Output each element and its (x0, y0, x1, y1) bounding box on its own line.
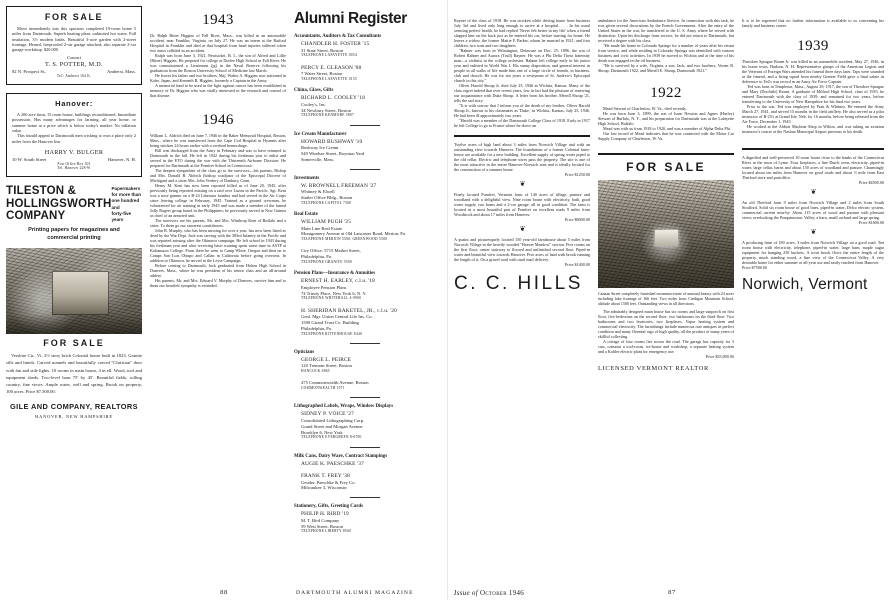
listing-price: Price $7500.00 (742, 265, 768, 270)
obituary-1946-text (150, 133, 286, 288)
tileston-side-1: Papermakers (111, 186, 141, 192)
register-entry-telephone: TELEPHONE WHITEHALL 4-0900 (301, 296, 362, 301)
ad-title: FOR SALE (44, 12, 104, 22)
obit-paragraph: Rayner of the class of 1918. He was stricken while driving home from business July 3rd and lived only long enough to arrive at a hospital. . . . In his usual seeming perfect health, he had replied 'Never felt better in my life' when a friend slapped him on the back just as he entered his car, before starting for home. He leaves a widow, the former Mattie F. Parker, whom he married in 1921, and four children, two sons and two daughters. (454, 18, 590, 48)
register-entry-address: City Office: 5715 Market Street, (301, 248, 361, 254)
ad-address-city: Hanover, N. H. (107, 156, 136, 162)
page-right (448, 0, 896, 600)
ad-address-city: Amherst, Mass. (107, 69, 136, 75)
obit-paragraph: Ralph was born June 3, 1921, Pawtucket, R. I., the son of Alfred and Lillie (Ritter) Higgins. He prepared for college at Durfee High School in Fall River. He was commissioned a Lieutenant (jg) in the Naval Reserve following his graduation from the Boston University School of Medicine last March. (150, 53, 286, 73)
hills-listing-3 (454, 237, 590, 267)
obit-paragraph: John B. Murphy, who has been missing for over a year, has now been listed as dead by the War Dept. Jack was serving with the 383rd Infantry in the Pacific and was reported missing after the Okinawa campaign. He left school in 1943 during his freshman year and after receiving basic training spent some time in ASTP at Kalamazoo College. From there he went to Camp White, Oregon and then on to Camps San Luis Obispo and Callan in California before going overseas. In addition to Okinawa, he served in the Leyte Campaign. (150, 228, 286, 263)
ad-hanover-farm-bulger[interactable] (6, 93, 142, 177)
register-divider (350, 497, 380, 498)
register-entry-address: Brooklyn 6, New York (301, 429, 343, 435)
obit-paragraph: Before coming to Dartmouth, Jack graduated from Holten High School in Danvers, Mass., where he was president of his senior class and an all-around athlete. (150, 263, 286, 278)
register-category: Opticians (294, 349, 315, 355)
column-obituaries-1943-1946 (150, 6, 286, 584)
register-entry-address: Employee Pension Plans (301, 284, 347, 290)
ad-separator-rule (454, 135, 590, 137)
register-entry-name: WILLIAM PUGH '25 (301, 218, 352, 225)
colonial-house-photo (6, 248, 142, 334)
hills-listing-group[interactable] (454, 142, 590, 295)
left-page-columns (6, 6, 442, 584)
register-entry-name: AUGIE K. PAESCHKE '37 (301, 460, 364, 467)
ad-canaan-street-estate[interactable] (598, 160, 734, 359)
register-entry-address: Grand Street and Morgan Avenue (301, 423, 363, 429)
obit-paragraph: "Harold was a member of the Dartmouth College Class of 1918. Early in 1917 he left College to go to France where he drove an (454, 118, 590, 128)
register-entry[interactable] (294, 411, 436, 440)
register-entry[interactable] (294, 308, 436, 337)
register-entry-address: Bushway Ice Cream (301, 145, 339, 151)
register-divider (350, 169, 380, 170)
ad-body-text: Vershire Ctr., Vt. 2½ story brick Colonial house built in 1823. Granite sills and lintels. Carved mantels and beautifully carved "Christian" door with fan and side lights. 10 rooms in main house, 4 in ell. Wood, tool and equipment sheds. Two-level barn 75' by 45'. Beautiful fields, rolling country, fine views. Ample water, well and spring. Brook on property, 100 acres. Price $7,500.00. (6, 353, 142, 395)
register-entry-name: SIDNEY P. VOICE '27 (301, 411, 354, 418)
obituary-continued-text (454, 18, 590, 128)
realtor-city: HANOVER, NEW HAMPSHIRE (35, 414, 113, 420)
tileston-line-2: HOLLINGSWORTH (6, 197, 112, 210)
register-entry-telephone: TELEPHONE CAPITOL 7300 (301, 200, 352, 205)
register-entry-address: Whitney & Elwell (301, 189, 335, 195)
register-entry[interactable] (294, 357, 436, 375)
register-entry-telephone: TELEPHONE KENMORE 5807 (301, 113, 355, 118)
alumni-register-sections (294, 34, 436, 535)
class-year-heading-1939: 1939 (797, 38, 829, 54)
obit-paragraph: "He made his home in Colorado Springs for a number of years after his return from service, and while residing in Colorado Springs was identified with various business and civic activities. In 1939 he moved to Wichita and at the time of his death was engaged in the oil business. (598, 43, 734, 63)
register-entry-name: CHANDLER H. FOSTER '15 (301, 41, 370, 47)
ad-telephone: Tel.: Amherst 164 K. (56, 74, 92, 79)
register-entry-address: 34 Newbury Street, Boston (301, 107, 352, 113)
register-entry-name: H. SHERIDAN BAKETEL, JR., c.l.u. '20 (301, 307, 397, 314)
obituary-1922-text (598, 106, 734, 141)
register-entry-telephone: TELEPHONE MERION 5500, GREENWOOD 5500 (301, 237, 388, 242)
tileston-headline (6, 185, 111, 223)
obit-paragraph: "Rahner was born in Wilmington, Delaware on Dec. 25, 1896, the son of Robert Rahner and Aurora (Trull) Rayner. He was a Phi Delta Theta fraternity man—a violinist in the college orchestra. Rahner left college early in his junior year and enlisted in World War I. His sunny disposition, and general interest in people in all walks of life made him one of a large circle of friends, in business, club and church. He was for ten years a vestryman of St. Andrew's Episcopal church in this city." (454, 48, 590, 83)
obit-paragraph: Mead was with us from 1918 to 1920, and was a member of Alpha Delta Phi. (603, 126, 731, 131)
listing-price: Price $1250.00 (564, 172, 590, 177)
register-entry[interactable] (294, 473, 436, 491)
obit-paragraph: Oliver Harold Shoup Jr. died July 25, 1946 at Wichita, Kansas. Many of the class regret indeed that over recent years, few in fact had the pleasure of renewing our acquaintance with Duke Shoup. A letter from his brother, Merrill Shoup '21, tells the sad story. (454, 83, 591, 103)
register-entry-address: 475 Commonwealth Avenue, Boston (301, 380, 369, 386)
norwich-listing-1 (742, 155, 884, 185)
register-entry-name: PHILIP H. BIRD '19 (301, 511, 349, 518)
ad-contact-name: HARRY V. BULGER (44, 148, 104, 156)
register-category: Pension Plans—Insurance & Annuities (294, 271, 376, 277)
page-number-right: 87 (668, 589, 676, 596)
register-entry[interactable] (294, 65, 436, 83)
register-entry[interactable] (294, 380, 436, 391)
listing-text: Finely located Pomfret, Vermont farm of 140 acres of tillage, pasture and woodland with a delightful view. Nine room house with electricity, bath, good water supply, two barns and a 2-car garage, all in good condition. The farm is located in a most beautiful part of Pomfret on excellent roads 9 miles from Woodstock and about 17 miles from Hanover. (454, 192, 590, 217)
register-entry-address: Consolidated Lithographing Corp. (301, 417, 365, 423)
register-entry[interactable] (294, 511, 436, 534)
register-entry-address: Main Line Real Estate (301, 225, 343, 231)
ornament-divider-icon: ❦ (810, 188, 816, 196)
obit-paragraph: Bill was discharged from the Army in February and was to have returned to Dartmouth in the fall. He left in 1942 during his freshman year to enlist and served in the ETO during the war with the Thirteenth Airborne Division. He prepared for Dartmouth at the Pomfret School in Connecticut. (150, 148, 286, 168)
estate-ad-body (598, 309, 734, 359)
obit-paragraph: Dr. Ralph Ritter Higgins of Fall River, Mass., was killed in an automobile accident, near Franklin, Virginia, on July 27. He was an intern at the Raiford Hospital in Franklin and died at that hospital from head injuries suffered when two autos collided in an accident. (150, 33, 286, 53)
register-entry-address: Geuder, Paeschke & Frey Co. (301, 479, 356, 485)
listing-price: Price $1400.00 (564, 262, 590, 267)
listing-text: A quaint and picturesquely located 150 year-old farmhouse about 5 miles from Norwich Village in the heavily wooded "Beaver Meadow" section. Five rooms on the first floor, center stairway to floored and unfinished second floor. Piped-in water and beautiful view towards Hanover. Five acres of land with brook running the length of it. On a gravel road with rural mail delivery. (454, 237, 590, 262)
register-entry-telephone: TELEPHONE LIBERTY 8560 (301, 529, 352, 534)
register-entry-address: Philadelphia, Pa. (301, 254, 333, 260)
obit-paragraph: "He is survived by a wife, Virginia, a son, Jack, and two brothers, Verner R. Shoup, Dartmouth 1922, and Merrill E. Shoup, Dartmouth 1921." (598, 63, 734, 73)
tileston-side-2: for more than (111, 192, 142, 198)
ad-body-paragraph-2: This should appeal to Dartmouth men wishing to own a place only 2 miles from the Hanover Inn. (12, 133, 136, 144)
column-alumni-register (294, 6, 436, 584)
column-ads-left (6, 6, 142, 584)
register-entry-telephone: TELEPHONE LAFAYETTE 0155 (301, 76, 357, 81)
register-entry-address: Cooley's, Inc. (301, 101, 327, 107)
realtor-name-hills: C. C. HILLS (454, 273, 583, 294)
obit-paragraph: The survivors are his parents, Mr. and Mrs. Winthrop Kent of Buffalo and a sister. To them go our sincerest condolences. (150, 218, 286, 228)
ornament-divider-icon: ❦ (519, 225, 525, 233)
register-divider (350, 343, 380, 344)
obit-paragraph: "It is with sorrow that I inform you of the death of my brother, Oliver Harold Shoup Jr., known to his classmates as 'Duke,' in Wichita, Kansas, July 25, 1946. He had been ill approximately two years. (454, 103, 590, 118)
register-entry[interactable] (294, 219, 436, 242)
estate-photo-caption: Canaan Street completely furnished mountain estate of unusual beauty with 24 acres including lake frontage of 166 feet. Two miles from Cardigan Mountain School, altitude about 1500 feet. Outstanding views in all directions. (598, 291, 734, 306)
estate-body-paragraph-2: A cottage of four rooms lies across the road. The garage has capacity for 3 cars, contains a tool-room, ice-house and workshop, a separate heating system and a Kohler electric plant for emergency use. (598, 338, 734, 354)
register-entry-telephone: COMMONWEALTH 1971 (301, 386, 345, 391)
right-page-columns (454, 6, 890, 584)
column-1939-and-norwich-ads (742, 6, 884, 584)
obit-paragraph: He worked at the Abbott Machine Shop in Wilton, and was taking an aviation instructor's course at the Nashua Municipal Airport previous to his death. (742, 124, 884, 134)
obit-paragraph: ambulance for the American Ambulance Service. In connection with this task, he was given several decorations by the French Government. After the entry of the United States in the war, he transferred to the U. S. Army where he served with distinction. Upon his discharge from service, he did not return to Dartmouth, but received a degree with his class. (598, 18, 734, 43)
listing-text: Twelve acres of high land about 3 miles from Norwich Village and with an outstanding view towards Hanover. The foundations of a former Colonial farm-house are available for a new building. Excellent supply of spring water piped to the old cellar. Electric and telephone wires pass the property. The site is one of the most attractive in the entire Hanover-Norwich area and is ideally located for the construction of a summer home. (454, 142, 590, 172)
register-entry-address: Genl. Mgr. Union Central Life Ins. Co. (301, 314, 373, 320)
ad-body-paragraph-1: A 200 acre farm, 15 room house, buildings reconditioned. Immediate possession. Has many advantages for farming, all year home, or summer home at a price which is below today's market. No inflation value. (12, 112, 136, 133)
register-entry[interactable] (294, 41, 436, 59)
obit-paragraph: Ted was born in Templeton, Mass., August 29, 1917, the son of Theodore Sprague and Mary (Doolittle) Bourn. A graduate of Milford High School, class of 1935, he entered Dartmouth with the class of 1939, and remained for two years, before transferring to the University of New Hampshire for his final two years. (742, 84, 884, 104)
listing-text: A producing farm of 180 acres, 3 miles from Norwich Village on a good road. Ten room house with electricity, telephone, piped-in water, large barn, maple sugar equipment for hanging 250 buckets. A trout brook flows the entire length of the property, much standing wood, a fine view of the Connecticut Valley. A very desirable home for either summer or all-year use and easily reached from Hanover. (742, 240, 884, 265)
obit-paragraph: Henry M. Kent has now been reported killed as of June 20, 1945, after previously being reported missing on a raid over Luzon in the Pacific. Sgt. Kent was a nose gunner on a B-24 Liberator bomber and had served in the Air Corps since leaving college in February, 1945. Trained as a ground crewman, he volunteered for air training in early 1945 and was made a member of the famed Jolly Rogers group based in the Philippines; he previously served in New Guinea as chief of an armored unit. (150, 183, 286, 218)
hills-listing-1 (454, 142, 590, 177)
register-entry-telephone: TELEPHONE EVERGREEN 8-6700 (301, 435, 362, 440)
register-entry[interactable] (294, 95, 436, 118)
register-entry-name: HOWARD BUSHWAY '10 (301, 138, 363, 145)
tileston-headline-row (6, 185, 142, 223)
register-entry-name: W. BROWNELL FREEMAN '27 (301, 182, 377, 189)
register-entry-telephone: TELEPHONE LAFAYETTE 0054 (301, 53, 357, 58)
ad-po-box: Post Office Box 301 (57, 161, 91, 166)
obit-paragraph: His parents, Mr. and Mrs. Edward V. Murphy of Danvers, survive him and to them our heartfelt sympathy is extended. (150, 278, 286, 288)
register-entry-address: 59 West Street, Boston (301, 523, 343, 529)
ad-body (12, 26, 136, 52)
obituary-continued-2-text (598, 18, 734, 73)
obit-paragraph: William L. Aldrich died on June 7, 1946 in the Baker Memorial Hospital, Boston, Mass., where he was transferred from the Cape Cod Hospital in Hyannis after being stricken 24 hours earlier with a cerebral hemorrhage. (150, 133, 286, 148)
register-divider (350, 447, 380, 448)
tileston-side-3: one hundred and (111, 198, 140, 210)
obituary-1943-text (150, 33, 286, 98)
class-year-heading-1922: 1922 (650, 85, 682, 101)
register-entry-address: 1500 Girard Trust Co. Building (301, 319, 359, 325)
ad-separator-rule (598, 153, 734, 155)
register-entry-address: M. T. Bird Company (301, 517, 340, 523)
ornament-divider-icon: ❦ (810, 228, 816, 236)
obit-paragraph: He was born June 3, 1899, the son of Isaac Newton and Agnes (Hurley) Stewart of Buffalo, N. Y., and his preparation for Dartmouth was at the Lafayette High School, Buffalo. (598, 111, 734, 126)
tileston-tagline-2: commercial printing (47, 234, 101, 241)
listing-price: Price $4500.00 (858, 180, 884, 185)
ornament-divider-icon: ❦ (519, 180, 525, 188)
obituary-1939-text (742, 59, 884, 134)
tileston-tagline-1: Printing papers for magazines and (28, 227, 120, 234)
ad-gile-company-for-sale[interactable] (6, 248, 142, 420)
register-entry-address: 74 Trinity Place, New York 6, N. Y. (301, 290, 367, 296)
obit-paragraph: Theodore Sprague Bourn Jr. was killed in an automobile accident, May 27, 1946, in his home town, Hudson, N. H. Representative groups of the American Legion and the Veterans of Foreign Wars attended his funeral three days later. Taps were sounded at the funeral, and a firing squad from nearby Grenier Field gave a final salute in deference to Ted's war record as an Army Air Force Captain. (742, 59, 884, 84)
register-category: Accountants, Auditors & Tax Consultants (294, 34, 382, 39)
column-obituary-1922-and-estate-ad (598, 6, 734, 584)
register-category: Real Estate (294, 211, 318, 217)
class-year-heading-1946: 1946 (202, 112, 234, 128)
register-entry[interactable] (294, 248, 436, 265)
issue-line (454, 589, 524, 597)
register-divider (350, 125, 380, 126)
obit-paragraph: A memorial fund to be used in the fight against cancer has been established in memory of Dr. Higgins who was vitally interested in the research and control of that disease. (150, 83, 286, 98)
register-entry-name: PERCY E. GLEASON '08 (301, 64, 362, 71)
listing-price: Price $1600.00 (858, 220, 884, 225)
register-entry-telephone: TELEPHONE RITTENHOUSE 8440 (301, 331, 362, 336)
register-entry-name: RICHARD L. COOLEY '18 (301, 95, 366, 102)
obituary-1939-intro (742, 18, 884, 28)
ad-separator-rule (742, 148, 884, 150)
register-entry[interactable] (294, 183, 436, 206)
ad-contact-name: T. S. POTTER, M.D. (45, 61, 103, 69)
norwich-listing-2 (742, 200, 884, 225)
ad-for-sale-potter[interactable] (6, 6, 142, 85)
register-category: Milk Cans, Dairy Ware, Contract Stampings (294, 453, 388, 459)
column-obituary-continued (454, 6, 590, 584)
register-entry-name: FRANK T. FREY '38 (301, 473, 350, 480)
ad-body (12, 112, 136, 144)
register-entry-address: 549 Windsor Street, Boynton Yard (301, 150, 365, 156)
obit-paragraph: Mead Stewart of Charleston, W. Va., died recently. (603, 106, 687, 111)
register-entry-address: 7 Water Street, Boston (301, 71, 343, 77)
register-entry-address: Somerville, Mass. (301, 156, 335, 162)
register-entry-telephone: TELEPHONE GRANITE 5500 (301, 259, 353, 264)
listing-text: An old Thetford farm 9 miles from Norwich Village and 2 miles from South Strafford. Solid six room house of good lines, piped-in water, Delco electric system, commercial current near-by. About 115 acres of wood and pasture with pleasant views overlooking the Pompanoosuc Valley, a barn, small orchard and large spring. (742, 200, 884, 220)
register-entry[interactable] (294, 278, 436, 301)
mountain-estate-photo (598, 180, 734, 288)
register-entry[interactable] (294, 139, 436, 163)
ad-address-street: 82 N. Prospect St., (12, 69, 47, 75)
obit-paragraph: It is to be regretted that no further information is available to us concerning his family and business career. (742, 18, 884, 28)
magazine-name-footer: DARTMOUTH ALUMNI MAGAZINE (296, 590, 414, 596)
tileston-line-1: TILESTON & (6, 185, 77, 198)
register-entry-address: Statler Office Bldg., Boston (301, 194, 353, 200)
register-entry-address: Montgomery Avenue at Old Lancaster Road, Merion, Pa. (301, 231, 407, 237)
obit-paragraph: The deepest sympathies of the class go to the survivors—his parents, Bishop and Mrs. Donald B. Aldrich (bishop coadjutor of the Episcopal Diocese of Michigan) and a sister Mrs. John Verdery of Danbury, Conn. (150, 168, 286, 183)
estate-body-paragraph-1: The admirably designed main house has six rooms and large sunporch on first floor, five bedrooms on the second floor, two bathrooms on the third floor. Two bathrooms and two lavatories, two fireplaces. Vapor heating system and commercial electricity. The furnishings include numerous rare antiques in perfect condition and many Oriental rugs of high quality, all the product of many years of skillful collecting. (598, 308, 734, 339)
register-category: China, Glass, Gifts (294, 88, 334, 94)
obit-paragraph: Prior to the war, Ted was employed by Pratt & Whitney. He entered the Army March 27, 1941, and served 15 months in the field artillery. He also served as a pilot instructor of B-25's at Grand Isle, Neb. for 16 months, before being released from the Air Force, December 1, 1945. (742, 104, 884, 124)
ad-telephone: Tel. Hanover 228-W (57, 166, 91, 171)
ad-tileston-hollingsworth[interactable] (6, 185, 142, 242)
register-entry-address: 31 State Street, Boston (301, 47, 344, 53)
page-number-left: 88 (220, 589, 228, 596)
ad-title: FOR SALE (43, 338, 105, 349)
ad-contact-label: Contact (67, 55, 81, 61)
hills-listing-2 (454, 192, 590, 222)
issue-date: October 1946 (480, 589, 525, 597)
ad-body (6, 352, 142, 395)
ad-address-street: 10 W. South Street (12, 156, 47, 162)
register-entry-telephone: HANCOCK 6865 (301, 369, 330, 374)
register-category: Stationery, Gifts, Greeting Cards (294, 504, 364, 510)
register-entry-name: GEORGE L. PEIRCE (301, 356, 352, 363)
tileston-side-4: forty-five years (111, 210, 132, 223)
realtor-license-subtitle: LICENSED VERMONT REALTOR (598, 364, 710, 372)
tileston-line-3: COMPANY (6, 210, 66, 223)
register-entry[interactable] (294, 461, 436, 468)
register-divider (350, 397, 380, 398)
listing-price: Price $8000.00 (564, 217, 590, 222)
register-category: Investments (294, 175, 320, 181)
register-category: Lithographed Labels, Wraps, Window Displays (294, 404, 394, 410)
norwich-listing-3 (742, 240, 884, 270)
register-entry-address: Milwaukee 3, Wisconsin (301, 485, 347, 491)
register-entry-address: Philadelphia, Pa. (301, 325, 333, 331)
class-year-heading-1943: 1943 (202, 12, 234, 28)
realtor-firm-name: GILE AND COMPANY, REALTORS (10, 402, 138, 412)
obit-paragraph: He leaves his father and two brothers, Maj. Walter A. Higgins now stationed in Kobe, Japan, and Kenneth R. Higgins, formerly a Captain in the Army. (150, 73, 286, 83)
ad-title: FOR SALE (626, 160, 706, 174)
obit-paragraph: Our last record of Mead indicates that he was connected with the Motor Car Supply Company of Charleston, W. Va. (598, 131, 734, 141)
ad-body-text: Move immediately into this spacious completed 10-room home 5 miles from Dartmouth. Superb heating plant, unlimited hot water. Full insulation, 3½ modern baths. Beautiful 3-acre garden with 2-street frontage. Heated, fireproofed 2-car garage attached; also separate 2-car garage-workshop. $20,000. (12, 26, 136, 53)
norwich-listing-group[interactable] (742, 155, 884, 294)
register-entry-name: ERNEST H. EARLEY, c.l.u. '18 (301, 278, 376, 285)
estate-price: Price $35,000.00 (705, 353, 734, 359)
register-category: Ice Cream Manufacturer (294, 131, 347, 137)
tileston-sidenote (111, 185, 142, 223)
issue-label: Issue of (454, 589, 478, 597)
listing-text: A dignified and well-preserved 10 room house close to the banks of the Connecticut River in the town of Lyme. Four fireplaces, a fine Dutch oven, electricity, piped-in water, large cellar, barns and about 150 acres of woodland and pasture. Charmingly located about ten miles from Hanover on good roads and about ½ mile from East Thetford store and postoffice. (742, 155, 884, 180)
town-name-norwich-vermont: Norwich, Vermont (742, 276, 868, 293)
register-entry-address: 120 Tremont Street, Boston (301, 363, 352, 369)
alumni-register-title: Alumni Register (294, 10, 407, 27)
ad-title: Hanover: (55, 99, 93, 109)
